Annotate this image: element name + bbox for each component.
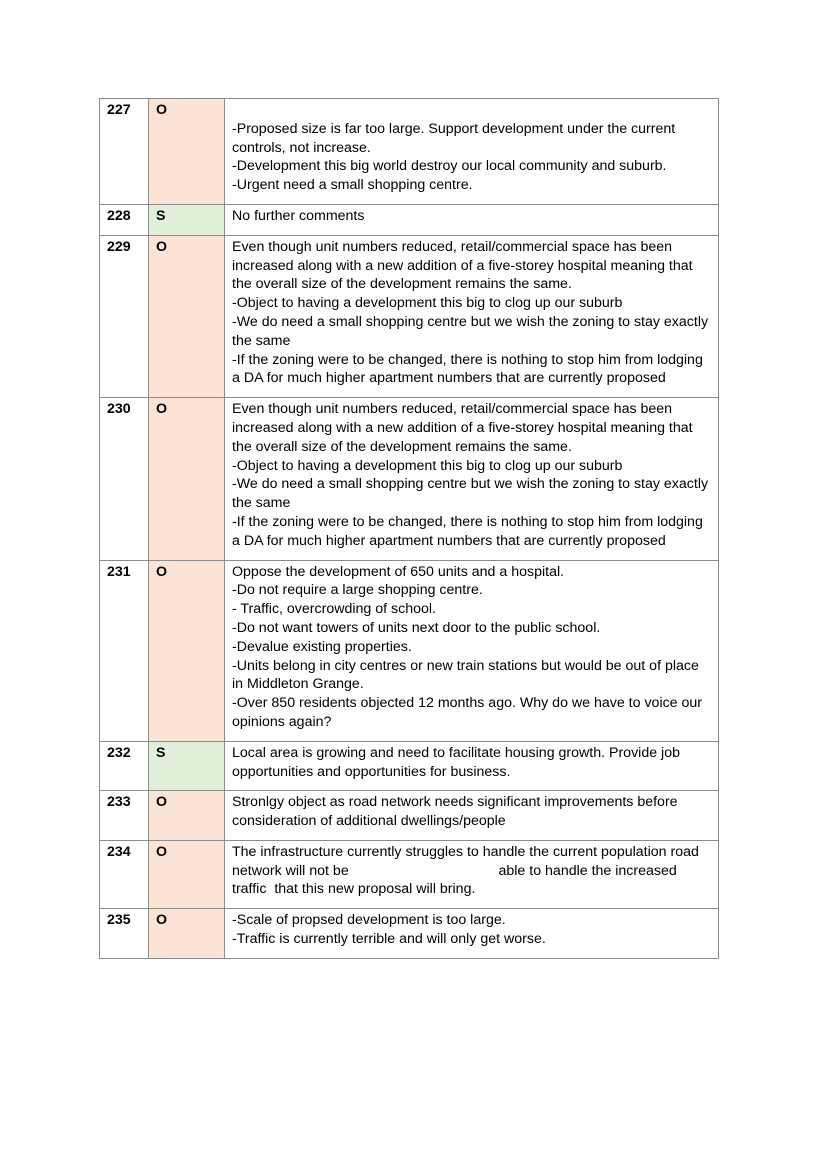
submission-type: S bbox=[149, 741, 225, 791]
comment-line: Oppose the development of 650 units and a hospital. bbox=[232, 563, 565, 580]
comment-line: -Proposed size is far too large. Support development under the current controls, not increase. bbox=[232, 120, 680, 156]
submission-type: O bbox=[149, 909, 225, 959]
submission-type: O bbox=[149, 791, 225, 841]
table-row bbox=[100, 909, 719, 959]
submission-type: O bbox=[149, 840, 225, 908]
submission-number: 232 bbox=[100, 741, 149, 791]
submission-comment bbox=[225, 791, 719, 841]
comment-line: - Traffic, overcrowding of school. bbox=[232, 601, 436, 618]
submission-number: 229 bbox=[100, 235, 149, 397]
comment-line: Even though unit numbers reduced, retail/commercial space has been increased along with a new addition of a five-storey hospital meaning that the overall size of the development remains the same. bbox=[232, 401, 697, 455]
submission-number: 227 bbox=[100, 99, 149, 205]
submissions-table-body bbox=[100, 99, 719, 959]
comment-line: -Devalue existing properties. bbox=[232, 638, 412, 655]
submission-number: 231 bbox=[100, 560, 149, 741]
submission-type: O bbox=[149, 235, 225, 397]
submission-comment bbox=[225, 99, 719, 205]
submission-comment bbox=[225, 741, 719, 791]
submission-comment bbox=[225, 235, 719, 397]
table-row bbox=[100, 840, 719, 908]
submissions-table bbox=[99, 98, 719, 959]
comment-line: -Do not want towers of units next door to the public school. bbox=[232, 619, 601, 636]
submission-comment bbox=[225, 398, 719, 560]
submission-type: S bbox=[149, 204, 225, 235]
comment-line: -Object to having a development this big to clog up our suburb bbox=[232, 457, 623, 474]
table-row bbox=[100, 99, 719, 205]
comment-line: Local area is growing and need to facilitate housing growth. Provide job opportunities and opportunities for business. bbox=[232, 744, 684, 780]
submission-type: O bbox=[149, 398, 225, 560]
comment-line: The infrastructure currently struggles to handle the current population road network will not be able to handle the increased traffic that this new proposal will bring. bbox=[232, 843, 703, 898]
table-row bbox=[100, 741, 719, 791]
comment-line: Even though unit numbers reduced, retail/commercial space has been increased along with a new addition of a five-storey hospital meaning that the overall size of the development remains the same. bbox=[232, 238, 697, 293]
table-row bbox=[100, 560, 719, 741]
submission-comment bbox=[225, 840, 719, 908]
submission-type: O bbox=[149, 99, 225, 205]
submission-comment bbox=[225, 909, 719, 959]
comment-line: -Over 850 residents objected 12 months ago. Why do we have to voice our opinions again? bbox=[232, 695, 706, 730]
table-row bbox=[100, 398, 719, 560]
comment-line: -We do need a small shopping centre but we wish the zoning to stay exactly the same bbox=[232, 476, 713, 512]
table-row bbox=[100, 791, 719, 841]
submission-number: 233 bbox=[100, 791, 149, 841]
comment-line: -If the zoning were to be changed, there is nothing to stop him from lodging a DA for much higher apartment numbers that are currently proposed bbox=[232, 351, 707, 387]
comment-line: -Urgent need a small shopping centre. bbox=[232, 177, 473, 194]
table-row bbox=[100, 235, 719, 397]
submission-type: O bbox=[149, 560, 225, 741]
submission-comment bbox=[225, 204, 719, 235]
comment-line: Stronlgy object as road network needs significant improvements before consideration of additional dwellings/people bbox=[232, 794, 682, 830]
submission-number: 235 bbox=[100, 909, 149, 959]
comment-line: -Do not require a large shopping centre. bbox=[232, 582, 483, 599]
blank-line bbox=[232, 101, 712, 120]
comment-line: -If the zoning were to be changed, there is nothing to stop him from lodging a DA for much higher apartment numbers that are currently proposed bbox=[232, 513, 707, 549]
comment-line: -Traffic is currently terrible and will only get worse. bbox=[232, 931, 546, 948]
table-row bbox=[100, 204, 719, 235]
submission-number: 228 bbox=[100, 204, 149, 235]
comment-line: -Units belong in city centres or new train stations but would be out of place in Middleton Grange. bbox=[232, 657, 703, 693]
comment-line: -Development this big world destroy our local community and suburb. bbox=[232, 158, 667, 175]
comment-line: No further comments bbox=[232, 207, 365, 224]
submission-comment bbox=[225, 560, 719, 741]
comment-line: -We do need a small shopping centre but we wish the zoning to stay exactly the same bbox=[232, 313, 713, 349]
comment-line: -Scale of propsed development is too large. bbox=[232, 912, 506, 929]
submission-number: 230 bbox=[100, 398, 149, 560]
comment-line: -Object to having a development this big to clog up our suburb bbox=[232, 295, 623, 312]
submission-number: 234 bbox=[100, 840, 149, 908]
